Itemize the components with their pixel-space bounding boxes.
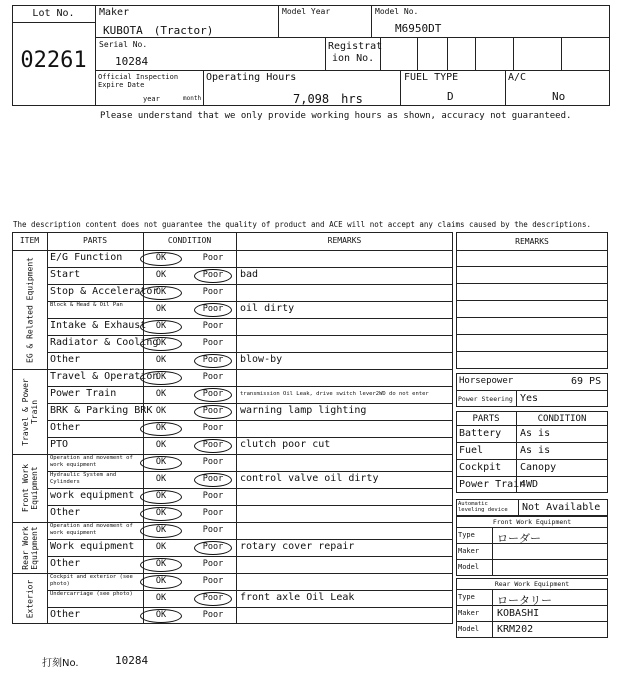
- inspection-label-2: Expire Date: [98, 81, 145, 89]
- operating-hours-value: 7,098 hrs: [293, 92, 363, 106]
- rear-maker-value: KOBASHI: [497, 608, 540, 619]
- horsepower-label: Horsepower: [459, 376, 514, 386]
- ok-option[interactable]: OK: [155, 610, 167, 620]
- ok-option[interactable]: OK: [155, 270, 167, 280]
- poor-option[interactable]: Poor: [202, 355, 224, 365]
- row-divider: [47, 437, 453, 438]
- ac-value: No: [552, 90, 566, 103]
- row-divider: [47, 539, 453, 540]
- row-divider: [47, 267, 453, 268]
- remark-text: transmission Oil Leak, drive switch lever2WD do not enter: [240, 391, 429, 397]
- row-divider: [47, 420, 453, 421]
- ok-option[interactable]: OK: [155, 593, 167, 603]
- poor-option[interactable]: Poor: [202, 287, 224, 297]
- cockpit-label: Cockpit: [459, 462, 502, 473]
- row-divider: [47, 335, 453, 336]
- part-label: Power Train: [50, 388, 117, 399]
- remark-text: warning lamp lighting: [240, 405, 367, 416]
- ok-option[interactable]: OK: [155, 508, 167, 518]
- poor-option[interactable]: Poor: [202, 304, 224, 314]
- group-label: Travel & Power Train: [20, 377, 39, 446]
- poor-option[interactable]: Poor: [202, 253, 224, 263]
- power-train-label: Power Train: [459, 479, 526, 490]
- lot-number: 02261: [20, 48, 87, 73]
- ok-circle-mark: [140, 371, 182, 385]
- hours-notice: Please understand that we only provide working hours as shown, accuracy not guaranteed.: [100, 111, 572, 121]
- power-steering-label: Power Steering: [458, 395, 513, 403]
- ok-option[interactable]: OK: [155, 542, 167, 552]
- part-label: Operation and movement of work equipment: [50, 523, 133, 536]
- table-column-divider: [236, 232, 237, 624]
- rear-model-value: KRM202: [497, 624, 534, 635]
- group-label: EG & Related Equipment: [25, 256, 34, 363]
- maker-label: Maker: [99, 7, 130, 18]
- part-label: BRK & Parking BRK: [50, 405, 153, 416]
- group-label: Rear Work Equipment: [20, 525, 39, 570]
- row-divider: [47, 318, 453, 319]
- remark-text: front axle Oil Leak: [240, 592, 355, 603]
- battery-value: As is: [520, 428, 551, 439]
- part-label: Travel & Operation: [50, 371, 159, 382]
- poor-circle-mark: [194, 354, 232, 368]
- front-type-label: Type: [458, 531, 475, 539]
- poor-option[interactable]: Poor: [202, 474, 224, 484]
- ok-circle-mark: [140, 490, 182, 504]
- group-divider: [12, 369, 453, 370]
- poor-option[interactable]: Poor: [202, 423, 224, 433]
- fuel-label: Fuel: [459, 445, 484, 456]
- front-equipment-header: Front Work Equipment: [492, 518, 572, 526]
- right-remarks-header: REMARKS: [515, 237, 549, 246]
- serial-label: Serial No.: [99, 40, 148, 49]
- remark-text: rotary cover repair: [240, 541, 355, 552]
- rear-equipment-header: Rear Work Equipment: [494, 580, 570, 588]
- ok-option[interactable]: OK: [155, 355, 167, 365]
- rear-model-label: Model: [458, 625, 480, 633]
- auto-leveling-label: Automatic leveling device: [458, 501, 508, 513]
- month-label: month: [183, 95, 202, 102]
- part-label: Stop & Accelerator: [50, 286, 159, 297]
- ok-option[interactable]: OK: [155, 559, 167, 569]
- part-label: Block & Head & Oil Pan: [50, 302, 123, 308]
- fuel-value: As is: [520, 445, 551, 456]
- poor-circle-mark: [194, 269, 232, 283]
- ok-option[interactable]: OK: [155, 389, 167, 399]
- ok-option[interactable]: OK: [155, 491, 167, 501]
- battery-label: Battery: [459, 428, 502, 439]
- poor-option[interactable]: Poor: [202, 372, 224, 382]
- poor-option[interactable]: Poor: [202, 576, 224, 586]
- poor-option[interactable]: Poor: [202, 491, 224, 501]
- power-steering-value: Yes: [520, 393, 539, 404]
- ok-option[interactable]: OK: [155, 338, 167, 348]
- lot-label: Lot No.: [32, 8, 75, 19]
- part-label: Radiator & Cooling: [50, 337, 159, 348]
- front-model-label: Model: [458, 563, 480, 571]
- rear-type-label: Type: [458, 593, 475, 601]
- poor-option[interactable]: Poor: [202, 440, 224, 450]
- power-train-value: 4WD: [520, 479, 539, 490]
- operating-hours-label: Operating Hours: [206, 72, 297, 83]
- group-label: Exterior: [25, 579, 34, 618]
- poor-option[interactable]: Poor: [202, 542, 224, 552]
- part-label: Other: [50, 558, 81, 569]
- stamp-number: 10284: [115, 654, 149, 667]
- ok-circle-mark: [140, 252, 182, 266]
- ok-circle-mark: [140, 337, 182, 351]
- registration-label-2: ion No.: [332, 53, 375, 64]
- table-header-divider: [12, 250, 453, 251]
- part-label: Start: [50, 269, 81, 280]
- ok-option[interactable]: OK: [155, 321, 167, 331]
- ok-option[interactable]: OK: [155, 372, 167, 382]
- part-label: Other: [50, 354, 81, 365]
- poor-option[interactable]: Poor: [202, 610, 224, 620]
- part-label: Cockpit and exterior (see photo): [50, 574, 133, 587]
- parts-header: PARTS: [82, 236, 108, 245]
- model-no-value: M6950DT: [395, 22, 442, 35]
- part-label: Work equipment: [50, 541, 135, 552]
- row-divider: [47, 505, 453, 506]
- condition-header: CONDITION: [167, 236, 212, 245]
- poor-option[interactable]: Poor: [202, 508, 224, 518]
- poor-circle-mark: [194, 592, 232, 606]
- serial-value: 10284: [115, 55, 149, 68]
- right-parts-header: PARTS: [472, 414, 500, 424]
- remarks-header: REMARKS: [327, 236, 362, 245]
- ok-circle-mark: [140, 422, 182, 436]
- horsepower-value: 69 PS: [571, 376, 602, 387]
- ok-option[interactable]: OK: [155, 253, 167, 263]
- part-label: Undercarriage (see photo): [50, 591, 133, 597]
- ok-option[interactable]: OK: [155, 423, 167, 433]
- group-label: Front Work Equipment: [20, 463, 39, 513]
- right-condition-header: CONDITION: [537, 414, 587, 424]
- part-label: work equipment: [50, 490, 135, 501]
- ok-option[interactable]: OK: [155, 474, 167, 484]
- ok-option[interactable]: OK: [155, 525, 167, 535]
- remark-text: blow-by: [240, 354, 283, 365]
- part-label: Other: [50, 609, 81, 620]
- poor-circle-mark: [194, 405, 232, 419]
- part-label: Other: [50, 422, 81, 433]
- ac-label: A/C: [508, 72, 527, 83]
- item-header: ITEM: [19, 236, 40, 245]
- part-label: E/G Function: [50, 252, 123, 263]
- front-maker-label: Maker: [458, 547, 480, 555]
- poor-circle-mark: [194, 473, 232, 487]
- poor-circle-mark: [194, 439, 232, 453]
- ok-circle-mark: [140, 558, 182, 572]
- poor-option[interactable]: Poor: [202, 270, 224, 280]
- part-label: Intake & Exhaust: [50, 320, 147, 331]
- model-no-label: Model No.: [375, 7, 419, 16]
- row-divider: [47, 556, 453, 557]
- ok-option[interactable]: OK: [155, 440, 167, 450]
- poor-option[interactable]: Poor: [202, 321, 224, 331]
- poor-option[interactable]: Poor: [202, 593, 224, 603]
- poor-option[interactable]: Poor: [202, 457, 224, 467]
- poor-option[interactable]: Poor: [202, 559, 224, 569]
- part-label: Operation and movement of work equipment: [50, 455, 133, 468]
- registration-label-1: Registrat: [328, 41, 383, 52]
- ok-circle-mark: [140, 609, 182, 623]
- ok-circle-mark: [140, 507, 182, 521]
- row-divider: [47, 352, 453, 353]
- maker-value: KUBOTA (Tractor): [103, 24, 214, 37]
- poor-option[interactable]: Poor: [202, 389, 224, 399]
- ok-option[interactable]: OK: [155, 304, 167, 314]
- poor-option[interactable]: Poor: [202, 338, 224, 348]
- ok-circle-mark: [140, 320, 182, 334]
- fuel-type-label: FUEL TYPE: [404, 72, 459, 83]
- table-column-divider: [47, 232, 48, 624]
- row-divider: [47, 403, 453, 404]
- fuel-type-value: D: [447, 90, 454, 103]
- remark-text: clutch poor cut: [240, 439, 331, 450]
- year-label: year: [143, 95, 160, 103]
- poor-option[interactable]: Poor: [202, 406, 224, 416]
- front-type-value: ローダー: [497, 532, 541, 545]
- ok-circle-mark: [140, 286, 182, 300]
- ok-option[interactable]: OK: [155, 457, 167, 467]
- ok-circle-mark: [140, 575, 182, 589]
- rear-type-value: ロータリー: [497, 594, 552, 607]
- model-year-label: Model Year: [282, 7, 331, 16]
- row-divider: [47, 607, 453, 608]
- rear-maker-label: Maker: [458, 609, 480, 617]
- part-label: Hydraulic System and Cylinders: [50, 472, 117, 485]
- row-divider: [47, 284, 453, 285]
- poor-circle-mark: [194, 303, 232, 317]
- remark-text: bad: [240, 269, 259, 280]
- cockpit-value: Canopy: [520, 462, 557, 473]
- remark-text: oil dirty: [240, 303, 295, 314]
- part-label: Other: [50, 507, 81, 518]
- row-divider: [47, 488, 453, 489]
- ok-circle-mark: [140, 456, 182, 470]
- ok-option[interactable]: OK: [155, 406, 167, 416]
- poor-circle-mark: [194, 541, 232, 555]
- part-label: PTO: [50, 439, 69, 450]
- stamp-label: 打刻No.: [42, 658, 79, 669]
- auto-leveling-value: Not Available: [522, 502, 601, 513]
- ok-option[interactable]: OK: [155, 287, 167, 297]
- poor-option[interactable]: Poor: [202, 525, 224, 535]
- remark-text: control valve oil dirty: [240, 473, 379, 484]
- ok-option[interactable]: OK: [155, 576, 167, 586]
- inspection-label-1: Official Inspection: [98, 73, 179, 81]
- ok-circle-mark: [140, 524, 182, 538]
- poor-circle-mark: [194, 388, 232, 402]
- row-divider: [47, 386, 453, 387]
- disclaimer: The description content does not guarantee the quality of product and ACE will not accept any claims caused by the descriptions.: [13, 220, 591, 229]
